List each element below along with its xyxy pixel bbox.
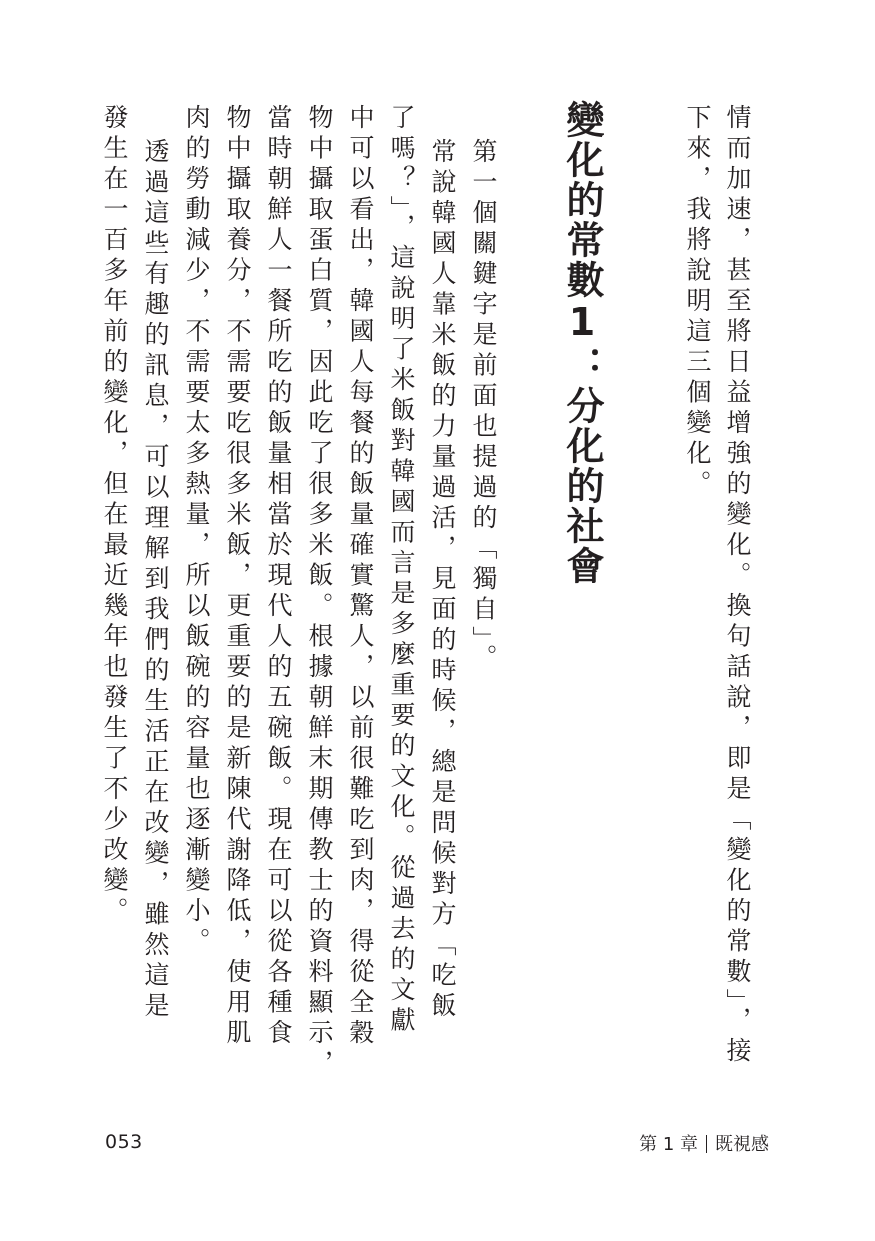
paragraph2-line-2: 發生在一百多年前的變化，但在最近幾年也發生了不少改變。 bbox=[100, 104, 129, 928]
page-number: 053 bbox=[105, 1131, 143, 1153]
paragraph2-line-1: 透過這些有趣的訊息，可以理解到我們的生活正在改變，雖然這是 bbox=[141, 138, 170, 1023]
paragraph1-line-1: 第一個關鍵字是前面也提過的「獨自」。 bbox=[469, 138, 498, 675]
paragraph1-line-5: 物中攝取蛋白質，因此吃了很多米飯。根據朝鮮末期傳教士的資料顯示， bbox=[305, 104, 334, 1080]
running-head bbox=[639, 1130, 769, 1156]
intro-line-1: 情而加速，甚至將日益增強的變化。換句話說，即是「變化的常數」，接 bbox=[723, 104, 752, 1068]
intro-line-2: 下來，我將說明這三個變化。 bbox=[683, 104, 712, 501]
paragraph1-line-6: 當時朝鮮人一餐所吃的飯量相當於現代人的五碗飯。現在可以從各種食 bbox=[264, 104, 293, 1050]
running-head-divider bbox=[706, 1135, 707, 1153]
paragraph1-line-3: 了嗎？」，這說明了米飯對韓國而言是多麼重要的文化。從過去的文獻 bbox=[387, 104, 416, 1037]
chapter-label: 第 1 章 bbox=[639, 1134, 698, 1155]
chapter-title: 既視感 bbox=[715, 1134, 769, 1155]
paragraph1-line-4: 中可以看出，韓國人每餐的飯量確實驚人，以前很難吃到肉，得從全穀 bbox=[346, 104, 375, 1050]
paragraph1-line-8: 肉的勞動減少，不需要太多熱量，所以飯碗的容量也逐漸變小。 bbox=[182, 104, 211, 958]
paragraph1-line-2: 常說韓國人靠米飯的力量過活，見面的時候，總是問候對方「吃飯 bbox=[428, 138, 457, 1023]
paragraph1-line-7: 物中攝取養分，不需要吃很多米飯，更重要的是新陳代謝降低，使用肌 bbox=[223, 104, 252, 1050]
section-heading: 變化的常數1：分化的社會 bbox=[560, 100, 604, 586]
